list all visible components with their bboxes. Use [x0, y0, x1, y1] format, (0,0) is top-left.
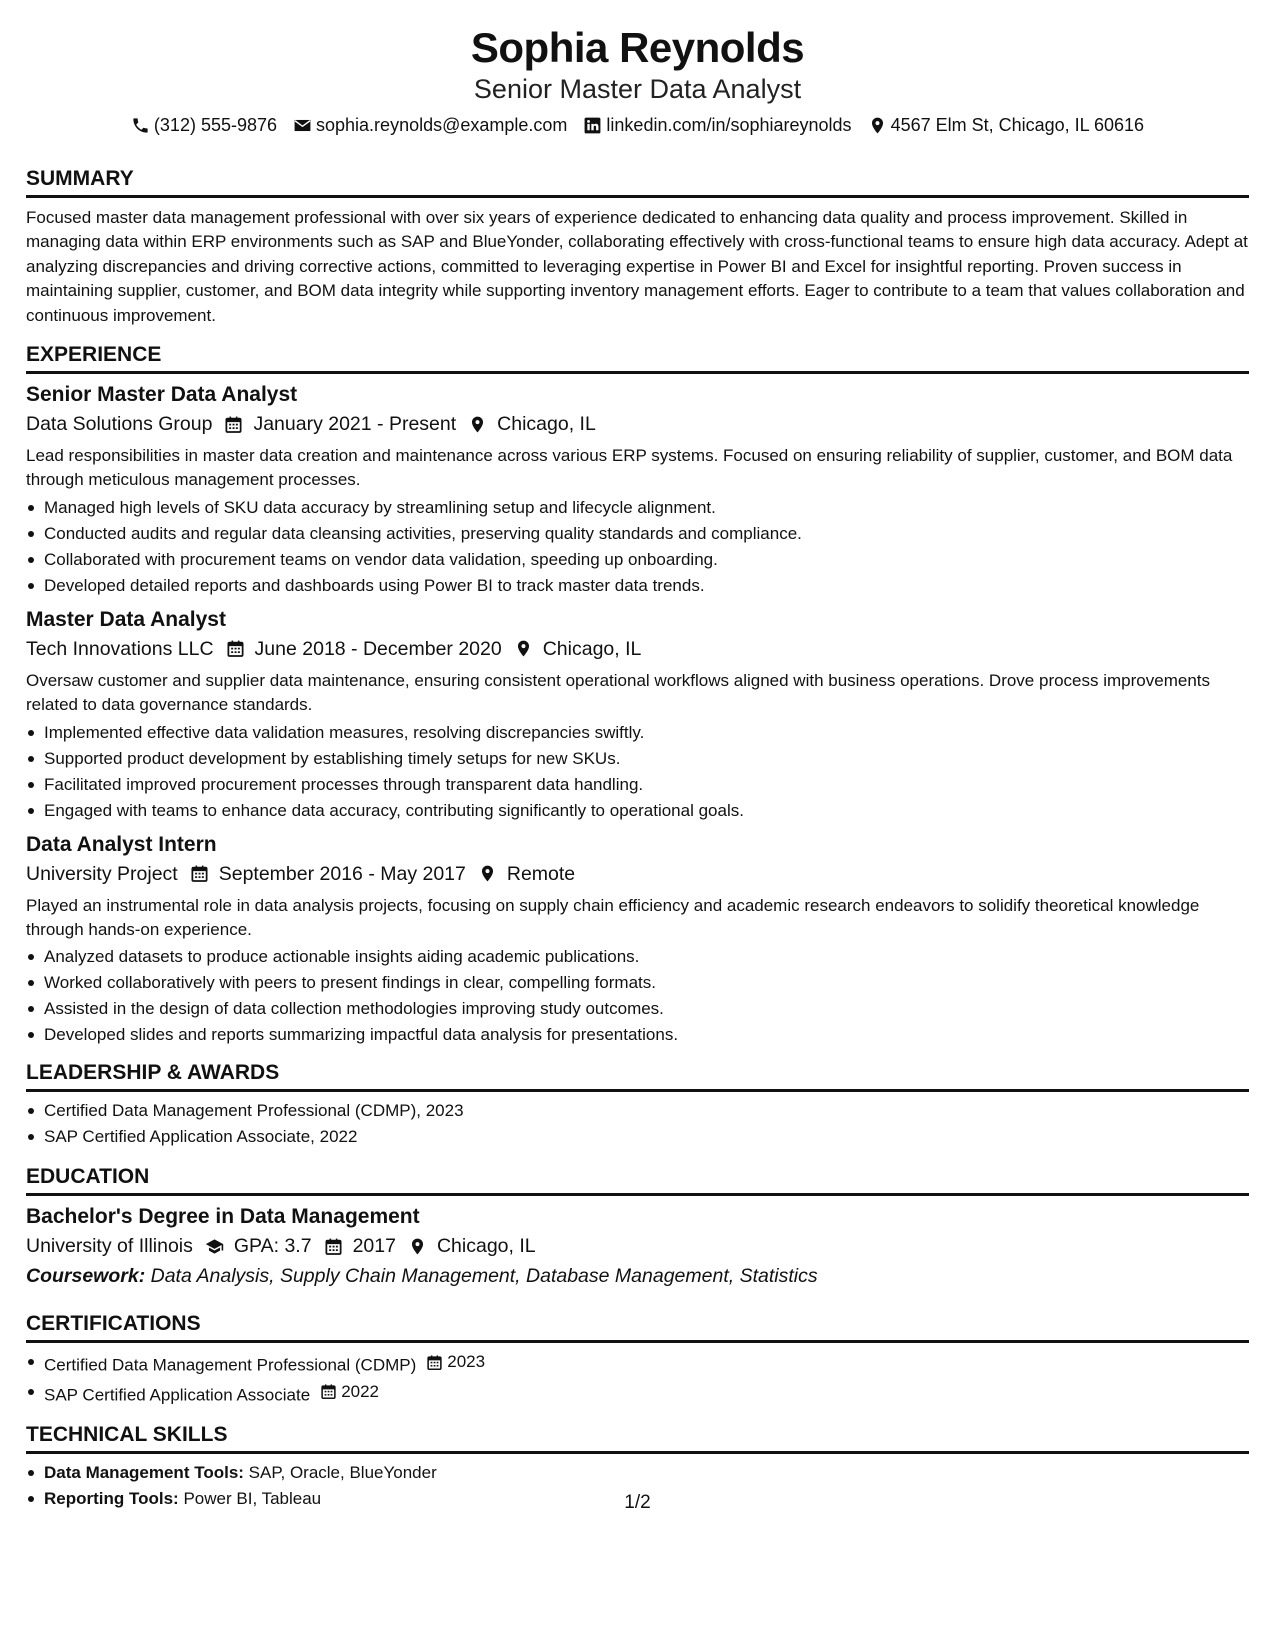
- job-location: Remote: [506, 862, 576, 885]
- calendar-icon: [190, 864, 209, 883]
- education-year: 2017: [352, 1235, 396, 1258]
- calendar-icon: [324, 1237, 343, 1256]
- map-pin-icon: [478, 864, 497, 883]
- company-name: Data Solutions Group: [26, 413, 213, 436]
- list-item: Worked collaboratively with peers to present findings in clear, compelling formats.: [26, 970, 1249, 996]
- section-title-skills: TECHNICAL SKILLS: [26, 1422, 1249, 1454]
- education-year-item: [324, 1231, 396, 1261]
- map-pin-icon: [408, 1237, 427, 1256]
- job-meta: [26, 634, 1249, 664]
- education-location-item: [408, 1231, 536, 1261]
- contact-address: [868, 114, 1145, 136]
- job-location-item: [468, 409, 596, 439]
- section-title-experience: EXPERIENCE: [26, 342, 1249, 374]
- job-dates: September 2016 - May 2017: [218, 862, 466, 885]
- list-item: Conducted audits and regular data cleansing activities, preserving quality standards and compliance.: [26, 521, 1249, 547]
- job-entry: [26, 831, 1249, 1049]
- list-item: [26, 1379, 1249, 1409]
- list-item: Supported product development by establishing timely setups for new SKUs.: [26, 746, 1249, 772]
- calendar-icon: [426, 1354, 443, 1371]
- education-location: Chicago, IL: [436, 1235, 536, 1258]
- job-title: Senior Master Data Analyst: [26, 383, 298, 407]
- skill-label: Reporting Tools:: [44, 1489, 179, 1509]
- email-text: sophia.reynolds@example.com: [316, 115, 568, 135]
- job-meta: [26, 409, 1249, 439]
- job-location-item: [514, 634, 642, 664]
- job-bullets: [26, 495, 1249, 599]
- experience-list: [26, 381, 1249, 1048]
- cert-year-item: [426, 1349, 485, 1375]
- coursework-text: Data Analysis, Supply Chain Management, Database Management, Statistics: [150, 1265, 818, 1288]
- calendar-icon: [226, 639, 245, 658]
- skill-label: Data Management Tools:: [44, 1463, 244, 1483]
- contact-linkedin[interactable]: [583, 114, 851, 136]
- education-meta: [26, 1231, 1249, 1261]
- envelope-icon: [293, 116, 312, 135]
- list-item: Managed high levels of SKU data accuracy by streamlining setup and lifecycle alignment.: [26, 495, 1249, 521]
- map-pin-icon: [868, 116, 887, 135]
- coursework: [26, 1261, 1249, 1291]
- section-title-summary: SUMMARY: [26, 166, 1249, 198]
- section-title-education: EDUCATION: [26, 1164, 1249, 1196]
- summary-text: Focused master data management professional with over six years of experience dedicated to enhancing data quality and process improvement. Skilled in managing data within ERP environments such as SAP and BlueYonder, collaborating effectively with cross-functional teams to ensure high data accuracy. Adept at analyzing discrepancies and driving corrective actions, committed to leveraging expertise in Power BI and Excel for insightful reporting. Proven success in maintaining supplier, customer, and BOM data integrity while supporting inventory management efforts. Eager to contribute to a team that values collaboration and continuous improvement.: [26, 208, 1248, 325]
- job-title: Master Data Analyst: [26, 607, 226, 631]
- certifications-list: [26, 1349, 1249, 1408]
- phone-icon: [131, 116, 150, 135]
- candidate-name: Sophia Reynolds: [470, 24, 805, 71]
- job-location: Chicago, IL: [497, 413, 596, 436]
- cert-year: 2023: [447, 1352, 486, 1372]
- graduation-cap-icon: [205, 1237, 224, 1256]
- job-title: Data Analyst Intern: [26, 832, 217, 856]
- job-description: Lead responsibilities in master data creation and maintenance across various ERP systems. Focused on ensuring reliability of supplier, customer, and BOM data through meticulous management processes.: [26, 446, 1233, 490]
- leadership-list: [26, 1098, 1249, 1150]
- list-item: Analyzed datasets to produce actionable insights aiding academic publications.: [26, 944, 1249, 970]
- skill-value: SAP, Oracle, BlueYonder: [248, 1463, 437, 1483]
- cert-name: Certified Data Management Professional (CDMP): [44, 1355, 417, 1375]
- cert-name: SAP Certified Application Associate: [44, 1385, 311, 1405]
- calendar-icon: [320, 1383, 337, 1400]
- list-item: [26, 1460, 1249, 1486]
- contact-bar: [26, 114, 1249, 136]
- job-dates: January 2021 - Present: [253, 413, 457, 436]
- job-entry: [26, 381, 1249, 599]
- job-dates-item: [224, 409, 456, 439]
- list-item: Certified Data Management Professional (CDMP), 2023: [26, 1098, 1249, 1124]
- job-location-item: [478, 859, 575, 889]
- list-item: SAP Certified Application Associate, 2022: [26, 1124, 1249, 1150]
- list-item: [26, 1349, 1249, 1379]
- cert-year-item: [320, 1379, 379, 1405]
- gpa-text: GPA: 3.7: [233, 1235, 312, 1258]
- section-title-leadership: LEADERSHIP & AWARDS: [26, 1060, 1249, 1092]
- page-number: 1/2: [624, 1492, 651, 1513]
- section-title-certifications: CERTIFICATIONS: [26, 1311, 1249, 1343]
- degree-title: Bachelor's Degree in Data Management: [26, 1205, 420, 1229]
- address-text: 4567 Elm St, Chicago, IL 60616: [890, 115, 1145, 135]
- phone-text: (312) 555-9876: [153, 115, 278, 135]
- candidate-title: Senior Master Data Analyst: [473, 74, 802, 104]
- job-bullets: [26, 720, 1249, 824]
- contact-phone[interactable]: [131, 114, 277, 136]
- job-description: Played an instrumental role in data analysis projects, focusing on supply chain efficiency and academic research endeavors to solidify theoretical knowledge through hands-on experience.: [26, 895, 1200, 940]
- map-pin-icon: [514, 639, 533, 658]
- job-bullets: [26, 944, 1249, 1048]
- job-entry: [26, 606, 1249, 824]
- cert-year: 2022: [341, 1381, 380, 1401]
- school-name: University of Illinois: [26, 1235, 193, 1258]
- company-name: University Project: [26, 862, 178, 885]
- linkedin-icon: [583, 116, 602, 135]
- job-dates-item: [226, 634, 502, 664]
- calendar-icon: [224, 415, 243, 434]
- job-location: Chicago, IL: [542, 637, 642, 660]
- list-item: Developed slides and reports summarizing impactful data analysis for presentations.: [26, 1022, 1249, 1048]
- list-item: Developed detailed reports and dashboards using Power BI to track master data trends.: [26, 573, 1249, 599]
- company-name: Tech Innovations LLC: [26, 637, 214, 660]
- list-item: Engaged with teams to enhance data accuracy, contributing significantly to operational goals.: [26, 798, 1249, 824]
- job-dates-item: [190, 859, 466, 889]
- skill-value: Power BI, Tableau: [183, 1489, 322, 1509]
- list-item: Collaborated with procurement teams on vendor data validation, speeding up onboarding.: [26, 547, 1249, 573]
- job-dates: June 2018 - December 2020: [254, 637, 502, 660]
- gpa-item: [205, 1231, 312, 1261]
- list-item: Assisted in the design of data collection methodologies improving study outcomes.: [26, 996, 1249, 1022]
- job-meta: [26, 859, 1249, 889]
- job-description: Oversaw customer and supplier data maintenance, ensuring consistent operational workflows aligned with business operations. Drove process improvements related to data governance standards.: [26, 670, 1210, 715]
- contact-email[interactable]: [293, 114, 567, 136]
- linkedin-text: linkedin.com/in/sophiareynolds: [606, 115, 852, 135]
- list-item: Implemented effective data validation measures, resolving discrepancies swiftly.: [26, 720, 1249, 746]
- coursework-label: Coursework:: [26, 1265, 146, 1288]
- map-pin-icon: [468, 415, 487, 434]
- list-item: Facilitated improved procurement processes through transparent data handling.: [26, 772, 1249, 798]
